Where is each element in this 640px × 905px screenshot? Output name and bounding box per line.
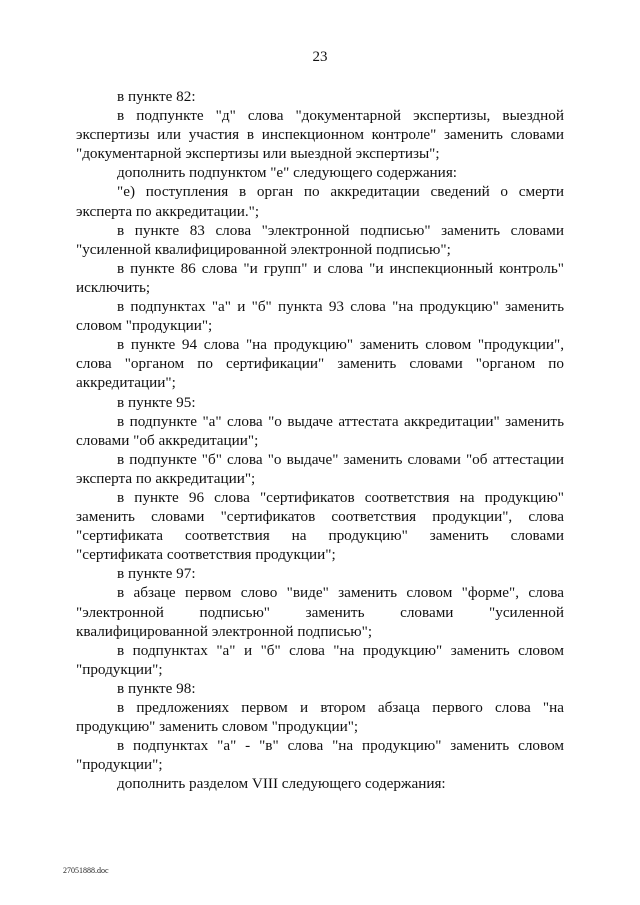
paragraph: в подпункте "б" слова "о выдаче" заменить словами "об аттестации эксперта по аккредитации";	[76, 450, 564, 487]
paragraph: в пункте 94 слова "на продукцию" заменить словом "продукции", слова "органом по сертификации" заменить словами "органом по аккредитации";	[76, 336, 564, 392]
paragraph: в подпункте "а" слова "о выдаче аттестата аккредитации" заменить словами "об аккредитации";	[76, 412, 564, 449]
paragraph: в пункте 83 слова "электронной подписью" заменить словами "усиленной квалифицированной электронной подписью";	[76, 221, 564, 258]
footer-filename: 27051888.doc	[63, 866, 109, 875]
document-body	[76, 87, 564, 793]
paragraph: в подпунктах "а" и "б" пункта 93 слова "на продукцию" заменить словом "продукции";	[76, 298, 564, 335]
paragraph: в пункте 97:	[117, 565, 196, 583]
paragraph: в пункте 96 слова "сертификатов соответствия на продукцию" заменить словами "сертификатов соответствия продукции", слова "сертификата соответствия на продукцию" заменить словами "сертификата соответствия продукции";	[76, 488, 564, 564]
paragraph: в пункте 95:	[117, 393, 196, 411]
paragraph: в пункте 98:	[117, 679, 196, 697]
paragraph: в пункте 82:	[117, 88, 196, 105]
paragraph: в абзаце первом слово "виде" заменить словом "форме", слова "электронной подписью" заменить словами "усиленной квалифицированной электронной подписью";	[76, 584, 564, 640]
paragraph: в подпункте "д" слова "документарной экспертизы, выездной экспертизы или участия в инспекционном контроле" заменить словами "документарной экспертизы или выездной экспертизы";	[76, 107, 564, 163]
paragraph: в подпунктах "а" и "б" слова "на продукцию" заменить словом "продукции";	[76, 641, 564, 678]
paragraph: в пункте 86 слова "и групп" и слова "и инспекционный контроль" исключить;	[76, 259, 564, 296]
paragraph: дополнить подпунктом "е" следующего содержания:	[117, 164, 458, 182]
paragraph: в подпунктах "а" - "в" слова "на продукцию" заменить словом "продукции";	[76, 737, 564, 774]
paragraph: дополнить разделом VIII следующего содержания:	[117, 775, 446, 793]
page-number: 23	[312, 49, 328, 65]
paragraph: "е) поступления в орган по аккредитации сведений о смерти эксперта по аккредитации.";	[76, 183, 564, 220]
paragraph: в предложениях первом и втором абзаца первого слова "на продукцию" заменить словом "продукции";	[76, 699, 564, 736]
